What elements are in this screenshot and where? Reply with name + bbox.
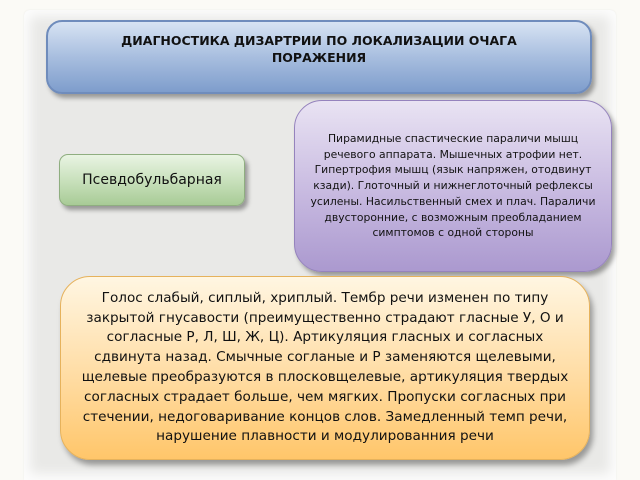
neurological-symptoms-box: [294, 100, 612, 272]
dysarthria-type-box: [59, 154, 245, 206]
dysarthria-type-label: Псевдобульбарная: [82, 172, 222, 188]
neurological-symptoms-text: Пирамидные спастические параличи мышц речевого аппарата. Мышечных атрофии нет. Гипертрофия мышц (язык напряжен, отодвинут кзади). Глоточный и нижнеглоточный рефлексы усилены. Насильственный смех и плач. Параличи двусторонние, с возможным преобладанием симптомов с одной стороны: [310, 131, 596, 240]
voice-speech-features-text: Голос слабый, сиплый, хриплый. Тембр речи изменен по типу закрытой гнусавости (преимущественно страдают гласные У, О и согласные Р, Л, Ш, Ж, Ц). Артикуляция гласных и согласных сдвинута назад. Смычные согланые и Р заменяются щелевыми, щелевые преобразуются в плосковщелевые, артикуляция твердых согласных страдает больше, чем мягких. Пропуски согласных при стечении, недоговаривание концов слов. Замедленный темп речи, нарушение плавности и модулированния речи: [81, 289, 569, 445]
slide-title-text: ДИАГНОСТИКА ДИЗАРТРИИ ПО ЛОКАЛИЗАЦИИ ОЧАГА ПОРАЖЕНИЯ: [121, 33, 517, 65]
voice-speech-features-box: [60, 276, 590, 460]
slide-title: [46, 20, 592, 94]
